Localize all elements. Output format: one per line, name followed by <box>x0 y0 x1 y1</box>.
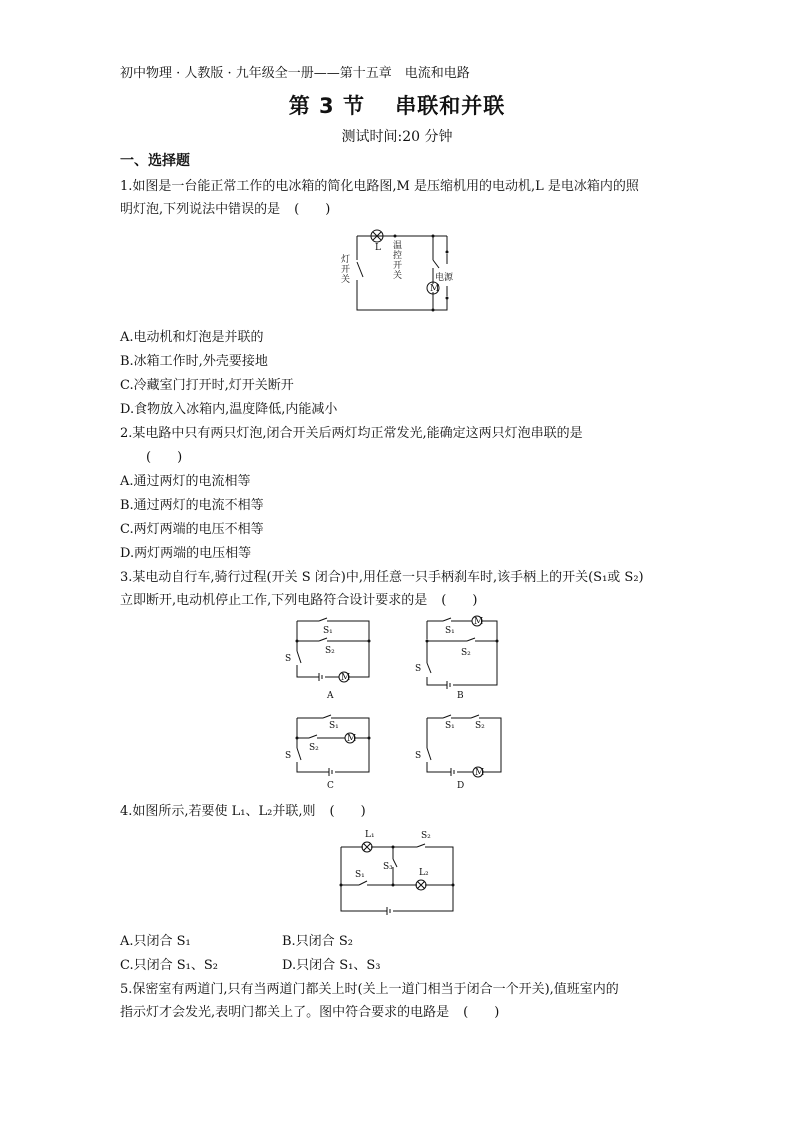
q5-stem-line1: 5.保密室有两道门,只有当两道门都关上时(关上一道门相当于闭合一个开关),值班室内的 <box>120 982 619 997</box>
q1-lamp-switch-c3: 关 <box>341 275 351 285</box>
q2-paren: ( ) <box>146 450 183 465</box>
q3b-label: B <box>457 691 464 701</box>
q4-stem-line1: 4.如图所示,若要使 L₁、L₂并联,则 ( ) <box>120 804 366 819</box>
q5-stem-line2: 指示灯才会发光,表明门都关上了。图中符合要求的电路是 ( ) <box>120 1005 500 1020</box>
q1-stem-line2: 明灯泡,下列说法中错误的是 ( ) <box>120 202 331 217</box>
q3d-s: S <box>415 751 422 761</box>
q3b-m: M <box>474 617 484 627</box>
q1-stem-line1: 1.如图是一台能正常工作的电冰箱的简化电路图,M 是压缩机用的电动机,L 是电冰箱内的照 <box>120 179 639 194</box>
q3d-s1: S₁ <box>445 721 455 731</box>
q1-option-a: A.电动机和灯泡是并联的 <box>120 330 264 345</box>
page-title: 第 3 节 串联和并联 <box>288 94 506 118</box>
q3-circuit-d <box>415 712 510 802</box>
q4-l2: L₂ <box>419 868 429 878</box>
q3a-label: A <box>327 691 334 701</box>
q1-temp-switch-c3: 开 <box>393 261 403 271</box>
q3-stem-line1: 3.某电动自行车,骑行过程(开关 S 闭合)中,用任意一只手柄刹车时,该手柄上的开关(S₁或 S₂) <box>120 570 644 585</box>
q3d-s2: S₂ <box>475 721 485 731</box>
q1-temp-switch-c2: 控 <box>393 251 403 261</box>
test-time: 测试时间:20 分钟 <box>341 129 453 145</box>
q1-temp-switch-c1: 温 <box>393 241 403 251</box>
q3d-m: M <box>475 768 485 778</box>
q3c-s: S <box>285 751 292 761</box>
q1-motor-label: M <box>430 284 440 294</box>
q2-option-a: A.通过两灯的电流相等 <box>120 474 251 489</box>
page-header: 初中物理 · 人教版 · 九年级全一册——第十五章 电流和电路 <box>120 66 470 81</box>
q3a-s1: S₁ <box>323 626 333 636</box>
q3b-s1: S₁ <box>445 626 455 636</box>
q4-circuit-diagram <box>335 825 460 917</box>
q3a-m: M <box>341 673 351 683</box>
q2-option-d: D.两灯两端的电压相等 <box>120 546 252 561</box>
q1-lamp-switch-c2: 开 <box>341 265 351 275</box>
q1-option-b: B.冰箱工作时,外壳要接地 <box>120 354 268 369</box>
q2-stem-line1: 2.某电路中只有两只灯泡,闭合开关后两灯均正常发光,能确定这两只灯泡串联的是 <box>120 426 583 441</box>
q4-option-b: B.只闭合 S₂ <box>282 934 353 949</box>
q4-option-c: C.只闭合 S₁、S₂ <box>120 958 218 973</box>
q1-power-label: 电源 <box>435 273 454 283</box>
q4-s1: S₁ <box>355 870 365 880</box>
q1-temp-switch-c4: 关 <box>393 271 403 281</box>
q3b-s2: S₂ <box>461 648 471 658</box>
q3c-m: M <box>347 734 357 744</box>
q1-circuit-diagram <box>335 222 465 314</box>
q4-s2: S₂ <box>421 831 431 841</box>
q3-circuit-a <box>285 615 380 705</box>
q3a-s: S <box>285 654 292 664</box>
q3c-s1: S₁ <box>329 721 339 731</box>
q4-option-d: D.只闭合 S₁、S₃ <box>282 958 381 973</box>
q3d-label: D <box>457 781 465 791</box>
section-title: 一、选择题 <box>120 153 190 169</box>
q1-lamp-label: L <box>375 243 381 253</box>
q3c-s2: S₂ <box>309 743 319 753</box>
q3c-label: C <box>327 781 334 791</box>
q1-lamp-switch-c1: 灯 <box>341 255 351 265</box>
q3b-s: S <box>415 664 422 674</box>
q1-option-c: C.冷藏室门打开时,灯开关断开 <box>120 378 294 393</box>
q2-option-b: B.通过两灯的电流不相等 <box>120 498 264 513</box>
q4-option-a: A.只闭合 S₁ <box>120 934 191 949</box>
q4-l1: L₁ <box>365 830 375 840</box>
q3-circuit-c <box>285 712 380 802</box>
q1-option-d: D.食物放入冰箱内,温度降低,内能减小 <box>120 402 338 417</box>
q3a-s2: S₂ <box>325 646 335 656</box>
q3-stem-line2: 立即断开,电动机停止工作,下列电路符合设计要求的是 ( ) <box>120 593 478 608</box>
q3-circuit-b <box>415 615 510 705</box>
q2-option-c: C.两灯两端的电压不相等 <box>120 522 264 537</box>
q4-s3: S₃ <box>383 862 393 872</box>
